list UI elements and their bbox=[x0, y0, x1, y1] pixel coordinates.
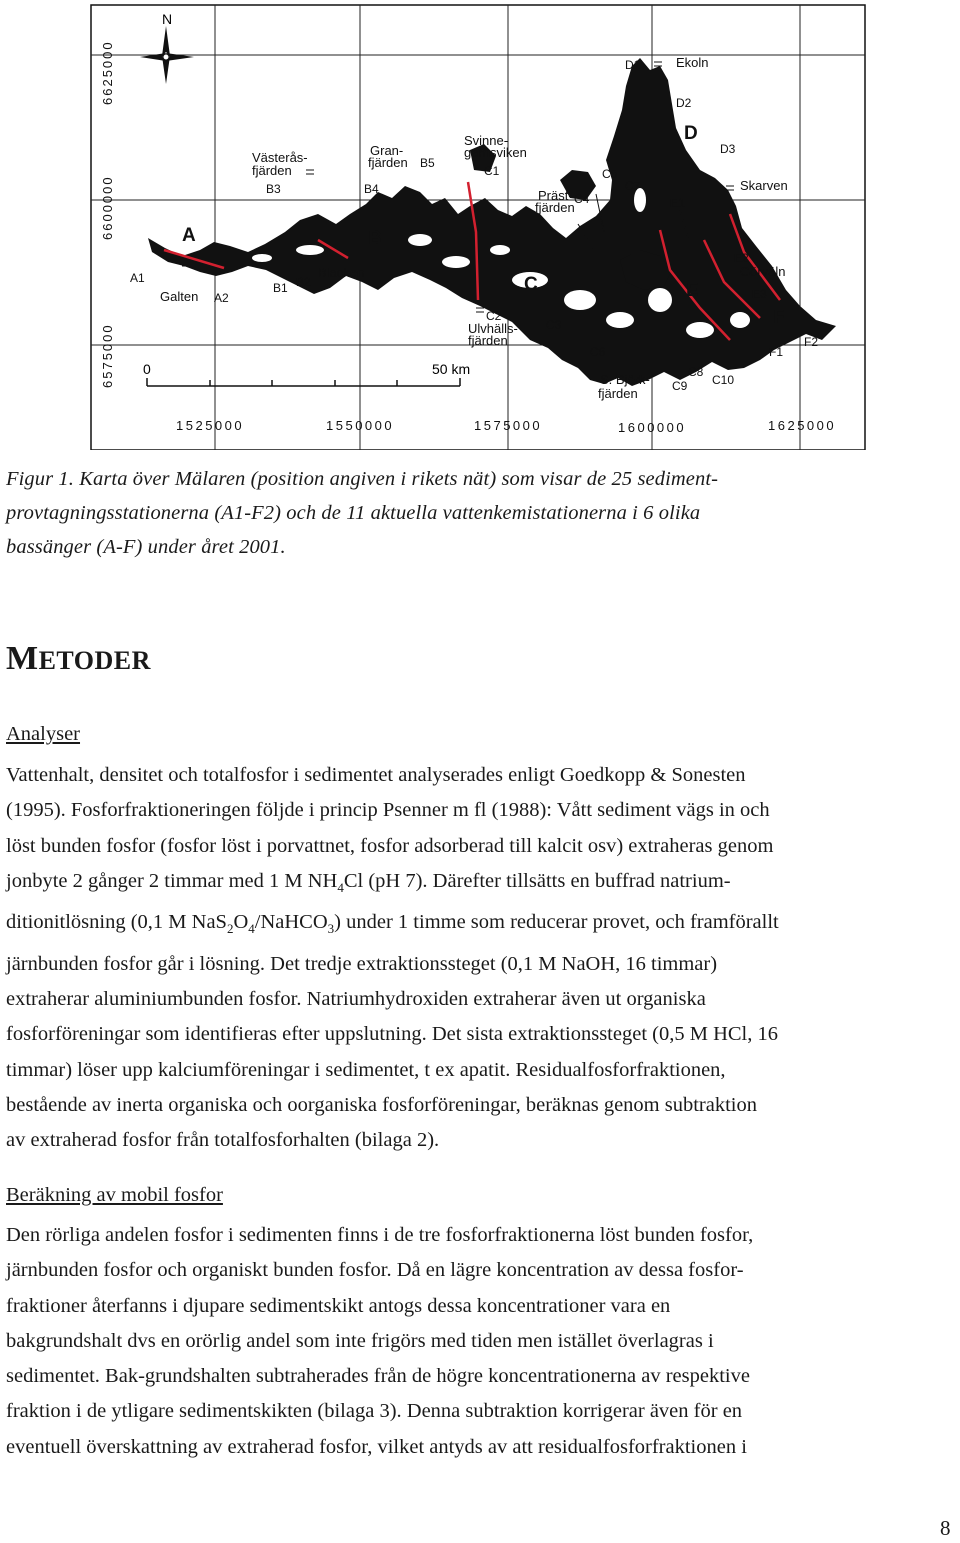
station-label: C3 bbox=[546, 318, 562, 332]
paragraph-line: fraktion i de ytligare sedimentskikten (bilaga 3). Denna subtraktion korrigerar även för en bbox=[6, 1400, 743, 1423]
paragraph-line: sedimentet. Bak-grundshalten subtraherades från de högre koncentrationerna av respektive bbox=[6, 1365, 750, 1388]
place-label: Blacken bbox=[318, 265, 365, 280]
paragraph-line: extraherar aluminiumbunden fosfor. Natriumhydroxiden extraherar även ut organiska bbox=[6, 987, 706, 1010]
paragraph-line: Den rörliga andelen fosfor i sedimenten finns i de tre fosforfraktionerna löst bunden fosfor, bbox=[6, 1224, 754, 1246]
place-label: Ekoln bbox=[676, 55, 709, 70]
heading-initial: M bbox=[6, 640, 39, 677]
place-label: Görväln bbox=[740, 264, 786, 279]
y-axis-labels bbox=[100, 40, 115, 388]
paragraph-line: järnbunden fosfor och organiskt bunden fosfor. Då en lägre koncentration av dessa fosfor- bbox=[6, 1259, 744, 1282]
paragraph-line bbox=[6, 864, 956, 905]
scale-bar bbox=[147, 378, 460, 386]
paragraph-line: fosforföreningar som identifieras efter uppslutning. Det sista extraktionssteget (0,5 M HCl, 16 bbox=[6, 1023, 779, 1046]
place-label: S. Björk- bbox=[600, 372, 650, 387]
place-label: Galten bbox=[160, 289, 199, 304]
text-run: Cl (pH 7). Därefter tillsätts en buffrad natrium- bbox=[343, 869, 731, 892]
paragraph-line bbox=[6, 905, 956, 946]
station-label: C6 bbox=[590, 345, 606, 359]
subscript: 4 bbox=[337, 879, 344, 895]
basin-label: B bbox=[368, 228, 382, 249]
place-label: Svinne- bbox=[464, 133, 509, 148]
lake-malaren-map bbox=[0, 0, 960, 450]
place-label: Gran- bbox=[370, 143, 404, 158]
y-tick-label: 6625000 bbox=[100, 40, 115, 105]
caption-line: Figur 1. Karta över Mälaren (position angiven i rikets nät) som visar de 25 sediment- bbox=[6, 468, 719, 490]
text-run: ) under 1 timme som reducerar provet, och framförallt bbox=[334, 911, 779, 934]
paragraph-line: eventuell överskattning av extraherad fosfor, vilket antyds av att residualfosforfraktionen i bbox=[6, 1435, 747, 1458]
station-label: C9 bbox=[672, 379, 688, 393]
section-heading bbox=[6, 640, 151, 678]
place-label: garnsviken bbox=[464, 145, 527, 160]
subscript: 4 bbox=[248, 921, 255, 937]
station-label: B5 bbox=[420, 156, 435, 170]
station-label: C5 bbox=[602, 167, 618, 181]
scale-start-label: 0 bbox=[143, 361, 151, 377]
station-label: F1 bbox=[769, 345, 784, 359]
subsection-title-mobil-fosfor: Beräkning av mobil fosfor bbox=[6, 1184, 223, 1206]
station-label: C4 bbox=[574, 192, 590, 206]
station-label: C7 bbox=[625, 179, 641, 193]
north-label: N bbox=[162, 11, 173, 27]
caption-line: bassänger (A-F) under året 2001. bbox=[6, 536, 286, 558]
station-label: C2 bbox=[486, 309, 502, 323]
station-label: B1 bbox=[273, 281, 288, 295]
station-label: E2 bbox=[734, 251, 749, 265]
basin-label: E bbox=[686, 280, 699, 301]
scale-end-label: 50 km bbox=[432, 361, 471, 377]
paragraph-line: av extraherad fosfor från totalfosforhalten (bilaga 2). bbox=[6, 1129, 440, 1152]
x-axis-labels bbox=[176, 418, 836, 435]
station-label: E3 bbox=[752, 287, 767, 301]
text-run: ditionitlösning (0,1 M NaS bbox=[6, 911, 227, 934]
station-label: F2 bbox=[804, 335, 819, 349]
station-label: D1 bbox=[625, 58, 641, 72]
station-label: A1 bbox=[130, 271, 145, 285]
place-label: Skarven bbox=[740, 178, 788, 193]
x-tick-label: 1625000 bbox=[768, 418, 837, 433]
text-run: jonbyte 2 gånger 2 timmar med 1 M NH bbox=[6, 869, 338, 892]
subsection-title-analyser: Analyser bbox=[6, 723, 81, 745]
paragraph-line: (1995). Fosforfraktioneringen följde i princip Psenner m fl (1988): Vått sediment vägs in och bbox=[6, 799, 770, 822]
figure-caption bbox=[6, 462, 954, 564]
place-label: Ulvhälls- bbox=[468, 321, 518, 336]
place-label: fjärden bbox=[368, 155, 408, 170]
paragraph-line: timmar) löser upp kalciumföreningar i sedimentet, t ex apatit. Residualfosforfraktionen, bbox=[6, 1058, 726, 1081]
paragraph-line: bakgrundshalt dvs en orörlig andel som inte frigörs med tiden men istället överlagras i bbox=[6, 1329, 714, 1352]
station-label: C8 bbox=[688, 365, 704, 379]
paragraph-mobil-fosfor bbox=[6, 1218, 956, 1465]
basin-label: F bbox=[773, 307, 785, 328]
y-tick-label: 6600000 bbox=[100, 175, 115, 240]
paragraph-line: löst bunden fosfor (fosfor löst i porvattnet, fosfor adsorberad till kalcit osv) extraheras genom bbox=[6, 834, 774, 857]
paragraph-analyser bbox=[6, 758, 956, 1158]
subscript: 2 bbox=[226, 921, 234, 937]
text-run: /NaHCO bbox=[254, 911, 328, 934]
basin-label: A bbox=[182, 225, 196, 246]
paragraph-line: järnbunden fosfor går i lösning. Det tredje extraktionssteget (0,1 M NaOH, 16 timmar) bbox=[6, 952, 718, 975]
station-label: B2 bbox=[296, 275, 311, 289]
paragraph-line: fraktioner återfanns i djupare sedimentskikt antogs dessa koncentrationer vara en bbox=[6, 1294, 671, 1317]
heading-rest: ETODER bbox=[38, 646, 151, 675]
x-tick-label: 1600000 bbox=[618, 420, 687, 435]
place-label: fjärden bbox=[535, 200, 575, 215]
subscript: 3 bbox=[327, 921, 335, 937]
station-label: C1 bbox=[484, 164, 500, 178]
place-label: fjärden bbox=[598, 386, 638, 401]
station-label: D3 bbox=[720, 142, 736, 156]
page-number: 8 bbox=[940, 1516, 951, 1540]
paragraph-line: bestående av inerta organiska och oorganiska fosforföreningar, beräknas genom subtraktion bbox=[6, 1093, 757, 1116]
caption-line: provtagningsstationerna (A1-F2) och de 11 aktuella vattenkemistationerna i 6 olika bbox=[6, 502, 701, 524]
y-tick-label: 6575000 bbox=[100, 323, 115, 388]
x-tick-label: 1550000 bbox=[326, 418, 395, 433]
station-label: A2 bbox=[214, 291, 229, 305]
paragraph-line: Vattenhalt, densitet och totalfosfor i sedimentet analyserades enligt Goedkopp & Sonesten bbox=[6, 764, 746, 786]
station-label: B4 bbox=[364, 182, 379, 196]
station-label: D2 bbox=[676, 96, 692, 110]
x-tick-label: 1525000 bbox=[176, 418, 245, 433]
station-label: E1 bbox=[670, 196, 685, 210]
place-label: fjärden bbox=[468, 333, 508, 348]
place-label: Västerås- bbox=[252, 150, 308, 165]
x-tick-label: 1575000 bbox=[474, 418, 543, 433]
station-label: C10 bbox=[712, 373, 735, 387]
place-label: fjärden bbox=[252, 163, 292, 178]
basin-label: C bbox=[524, 274, 538, 295]
place-label: Präst- bbox=[538, 188, 573, 203]
basin-label: D bbox=[684, 123, 698, 144]
station-label: B3 bbox=[266, 182, 281, 196]
text-run: O bbox=[233, 911, 249, 934]
